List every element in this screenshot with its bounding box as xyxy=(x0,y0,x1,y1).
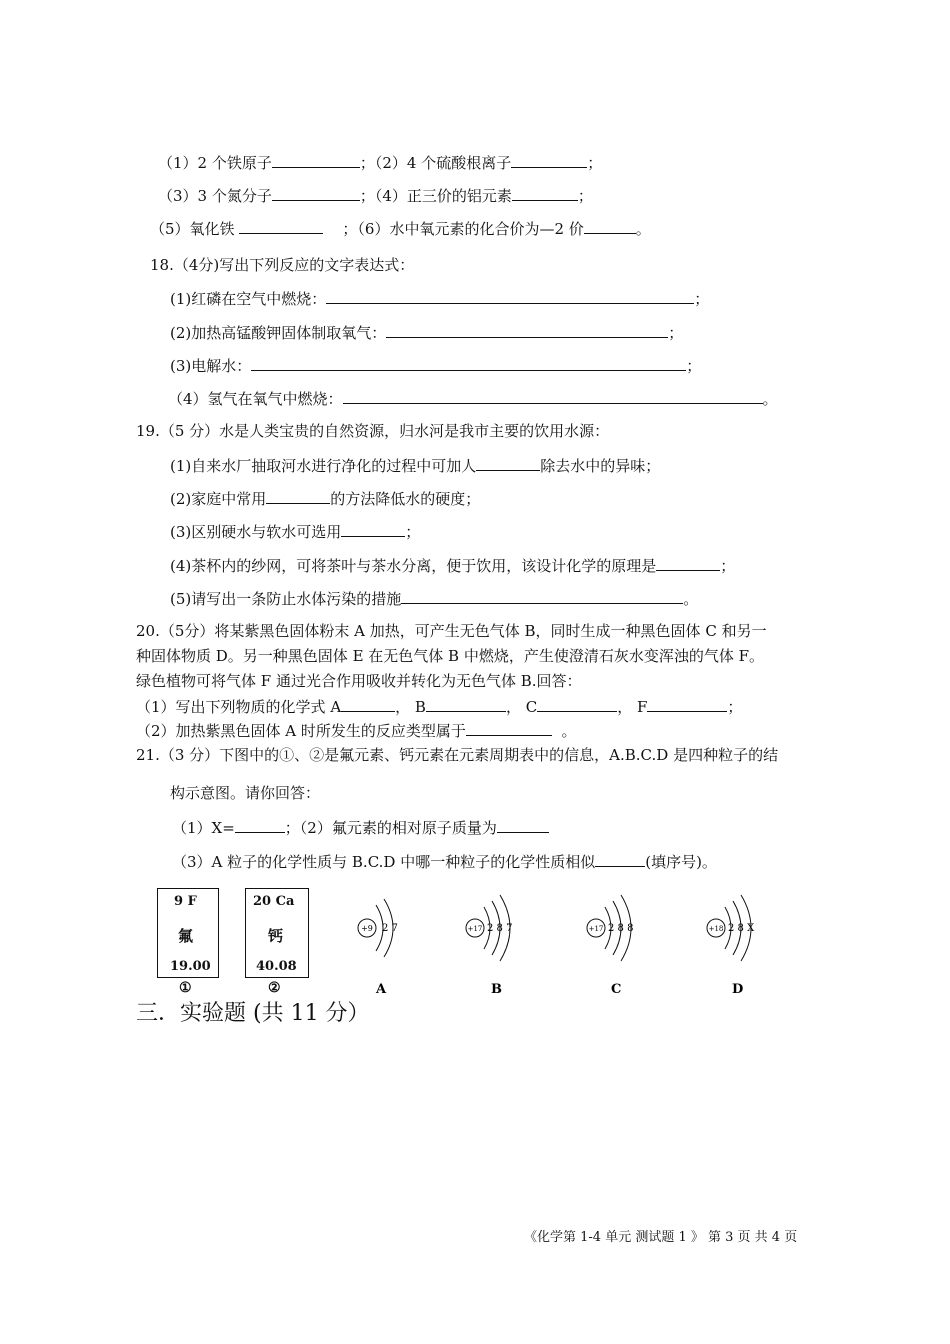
answer-blank[interactable] xyxy=(341,522,405,537)
svg-text:2 8 8: 2 8 8 xyxy=(608,923,634,934)
answer-blank[interactable] xyxy=(656,556,720,571)
answer-blank[interactable] xyxy=(497,818,549,833)
answer-blank[interactable] xyxy=(466,721,552,736)
svg-text:+17: +17 xyxy=(588,925,604,933)
answer-blank[interactable] xyxy=(386,323,668,338)
section-3-heading: 三．实验题 (共 11 分） xyxy=(136,1001,370,1026)
answer-blank[interactable] xyxy=(426,697,506,712)
q19-item-2: (2)家庭中常用 的方法降低水的硬度； xyxy=(170,490,481,508)
answer-blank[interactable] xyxy=(272,186,360,201)
atom-diagram-d xyxy=(707,895,755,997)
cell-label-1: ① xyxy=(179,980,192,996)
q19-item-4: (4)茶杯内的纱网，可将茶叶与茶水分离，便于饮用，该设计化学的原理是 ； xyxy=(170,557,736,575)
q20-line-5: （2）加热紫黑色固体 A 时所发生的反应类型属于 。 xyxy=(136,722,577,740)
q18-item-1: (1)红磷在空气中燃烧： ； xyxy=(170,290,710,308)
q21-line-4: （3）A 粒子的化学性质与 B.C.D 中哪一种粒子的化学性质相似 (填序号)。 xyxy=(172,853,717,871)
svg-text:2 7: 2 7 xyxy=(382,923,398,934)
answer-blank[interactable] xyxy=(476,456,540,471)
atom-diagram-a xyxy=(358,899,398,997)
q21-line-2: 构示意图。请你回答： xyxy=(170,784,321,802)
q17-line-1: （1）2 个铁原子 ；（2）4 个硫酸根离子 ； xyxy=(158,154,603,172)
q20-line-1: 20.（5分）将某紫黑色固体粉末 A 加热，可产生无色气体 B，同时生成一种黑色固体 C 和另一 xyxy=(136,622,767,640)
answer-blank[interactable] xyxy=(266,489,330,504)
atom-diagrams xyxy=(340,885,770,1005)
q20-line-3: 绿色植物可将气体 F 通过光合作用吸收并转化为无色气体 B.回答： xyxy=(136,672,582,690)
svg-text:+17: +17 xyxy=(467,925,483,933)
svg-text:B: B xyxy=(491,982,502,997)
q18-title: 18.（4分)写出下列反应的文字表达式： xyxy=(150,256,415,274)
q17-line-2: （3）3 个氮分子 ；（4）正三价的铝元素 ； xyxy=(158,187,593,205)
answer-blank[interactable] xyxy=(401,589,683,604)
q19-item-5: (5)请写出一条防止水体污染的措施 。 xyxy=(170,590,699,608)
periodic-cell-fluorine: 9 F 氟 19.00 xyxy=(157,888,219,978)
answer-blank[interactable] xyxy=(595,852,645,867)
answer-blank[interactable] xyxy=(512,186,578,201)
q18-item-4: （4）氢气在氧气中燃烧： 。 xyxy=(168,390,778,408)
answer-blank[interactable] xyxy=(343,389,763,404)
q19-item-1: (1)自来水厂抽取河水进行净化的过程中可加人 除去水中的异味； xyxy=(170,457,661,475)
answer-blank[interactable] xyxy=(511,153,587,168)
svg-text:D: D xyxy=(732,982,744,997)
page-footer: 《化学第 1-4 单元 测试题 1 》 第 3 页 共 4 页 xyxy=(524,1230,798,1245)
svg-text:2 8 X: 2 8 X xyxy=(728,923,755,934)
answer-blank[interactable] xyxy=(584,219,636,234)
q21-line-1: 21.（3 分）下图中的①、②是氟元素、钙元素在元素周期表中的信息，A.B.C.D 是四种粒子的结 xyxy=(136,746,779,764)
svg-text:A: A xyxy=(376,982,387,997)
answer-blank[interactable] xyxy=(341,697,395,712)
cell-label-2: ② xyxy=(268,980,281,996)
q20-line-4: （1）写出下列物质的化学式 A ， B ， C ， F ； xyxy=(136,698,743,716)
answer-blank[interactable] xyxy=(235,818,285,833)
q18-item-2: (2)加热高锰酸钾固体制取氧气： ； xyxy=(170,324,684,342)
answer-blank[interactable] xyxy=(647,697,727,712)
answer-blank[interactable] xyxy=(272,153,360,168)
q19-title: 19.（5 分）水是人类宝贵的自然资源，归水河是我市主要的饮用水源： xyxy=(136,422,610,440)
answer-blank[interactable] xyxy=(326,289,694,304)
q19-item-3: (3)区别硬水与软水可选用 ； xyxy=(170,523,421,541)
atom-diagram-c xyxy=(587,895,633,997)
q17-line-3: （5）氧化铁 ；（6）水中氧元素的化合价为—2 价 。 xyxy=(150,220,651,238)
periodic-cell-calcium: 20 Ca 钙 40.08 xyxy=(245,888,309,978)
atom-diagram-b xyxy=(466,895,512,997)
answer-blank[interactable] xyxy=(239,219,323,234)
svg-text:2 8 7: 2 8 7 xyxy=(487,923,513,934)
q20-line-2: 种固体物质 D。另一种黑色固体 E 在无色气体 B 中燃烧，产生使澄清石灰水变浑浊的气体 F。 xyxy=(136,647,765,665)
answer-blank[interactable] xyxy=(251,356,686,371)
answer-blank[interactable] xyxy=(537,697,617,712)
svg-text:C: C xyxy=(611,982,622,997)
svg-text:+18: +18 xyxy=(708,925,724,933)
q21-line-3: （1）X= ；（2）氟元素的相对原子质量为 xyxy=(172,818,549,837)
svg-text:+9: +9 xyxy=(361,924,373,933)
q18-item-3: (3)电解水： ； xyxy=(170,357,702,375)
